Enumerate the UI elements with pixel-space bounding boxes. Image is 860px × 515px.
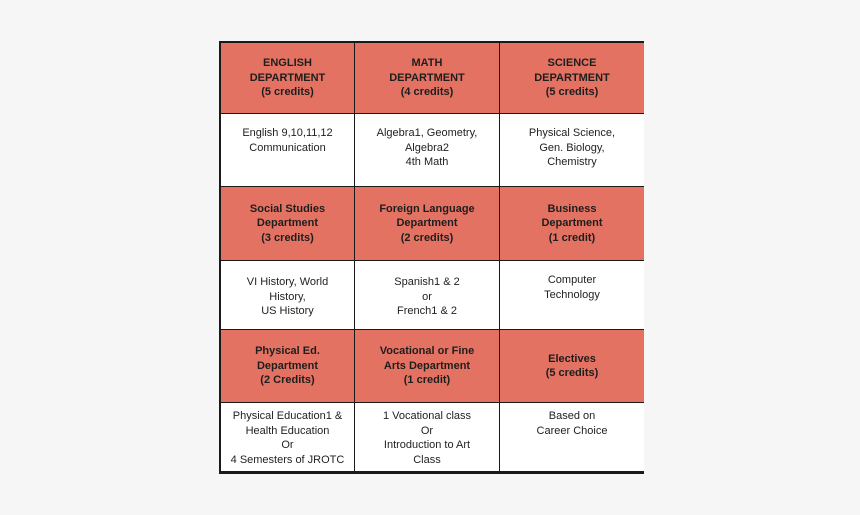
header-electives: Electives (5 credits): [500, 330, 644, 402]
courses-foreign-language: Spanish1 & 2 or French1 & 2: [355, 261, 499, 329]
header-social-studies-department: Social Studies Department (3 credits): [221, 187, 354, 260]
header-vocational-fine-arts-department: Vocational or Fine Arts Department (1 credit): [355, 330, 499, 402]
header-science-department: SCIENCE DEPARTMENT (5 credits): [500, 43, 644, 113]
header-english-department: ENGLISH DEPARTMENT (5 credits): [221, 43, 354, 113]
courses-math: Algebra1, Geometry, Algebra2 4th Math: [355, 114, 499, 186]
header-business-department: Business Department (1 credit): [500, 187, 644, 260]
courses-social-studies: VI History, World History, US History: [221, 261, 354, 329]
courses-electives: Based on Career Choice: [500, 403, 644, 471]
credit-requirements-table: [219, 41, 644, 474]
header-foreign-language-department: Foreign Language Department (2 credits): [355, 187, 499, 260]
courses-business: Computer Technology: [500, 261, 644, 329]
courses-science: Physical Science, Gen. Biology, Chemistry: [500, 114, 644, 186]
header-math-department: MATH DEPARTMENT (4 credits): [355, 43, 499, 113]
courses-vocational-fine-arts: 1 Vocational class Or Introduction to Art Class: [355, 403, 499, 471]
courses-physical-ed: Physical Education1 & Health Education Or 4 Semesters of JROTC: [221, 403, 354, 471]
header-physical-ed-department: Physical Ed. Department (2 Credits): [221, 330, 354, 402]
courses-english: English 9,10,11,12 Communication: [221, 114, 354, 186]
